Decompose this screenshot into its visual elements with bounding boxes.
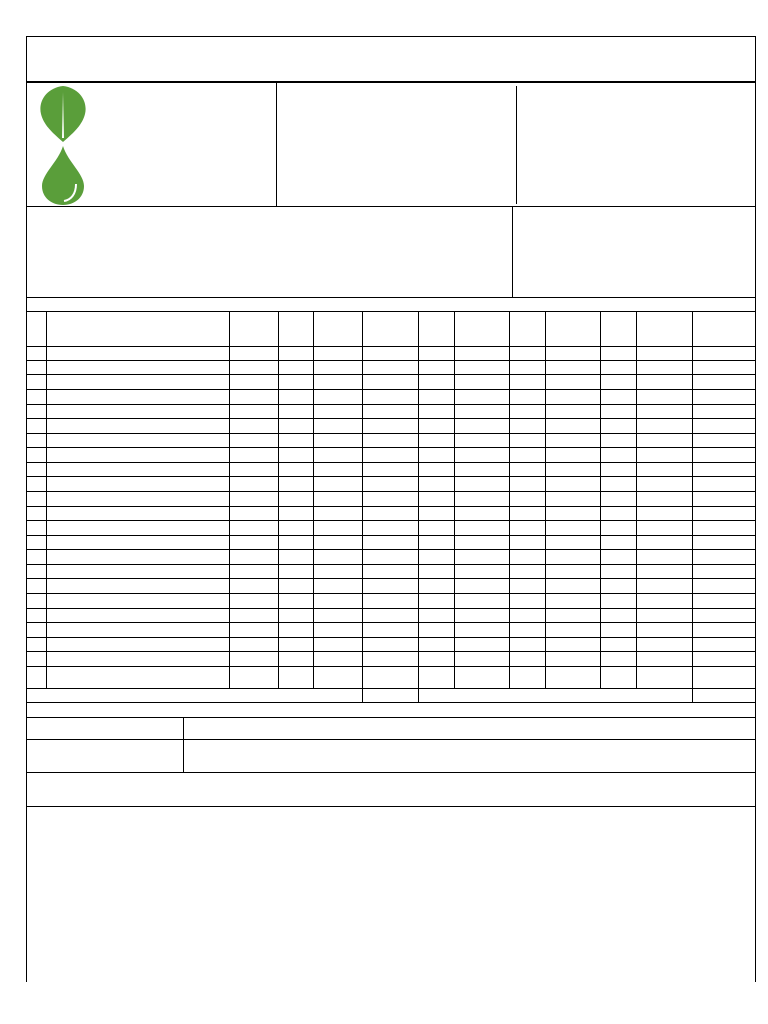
leaf-drop-logo-icon xyxy=(38,84,88,208)
